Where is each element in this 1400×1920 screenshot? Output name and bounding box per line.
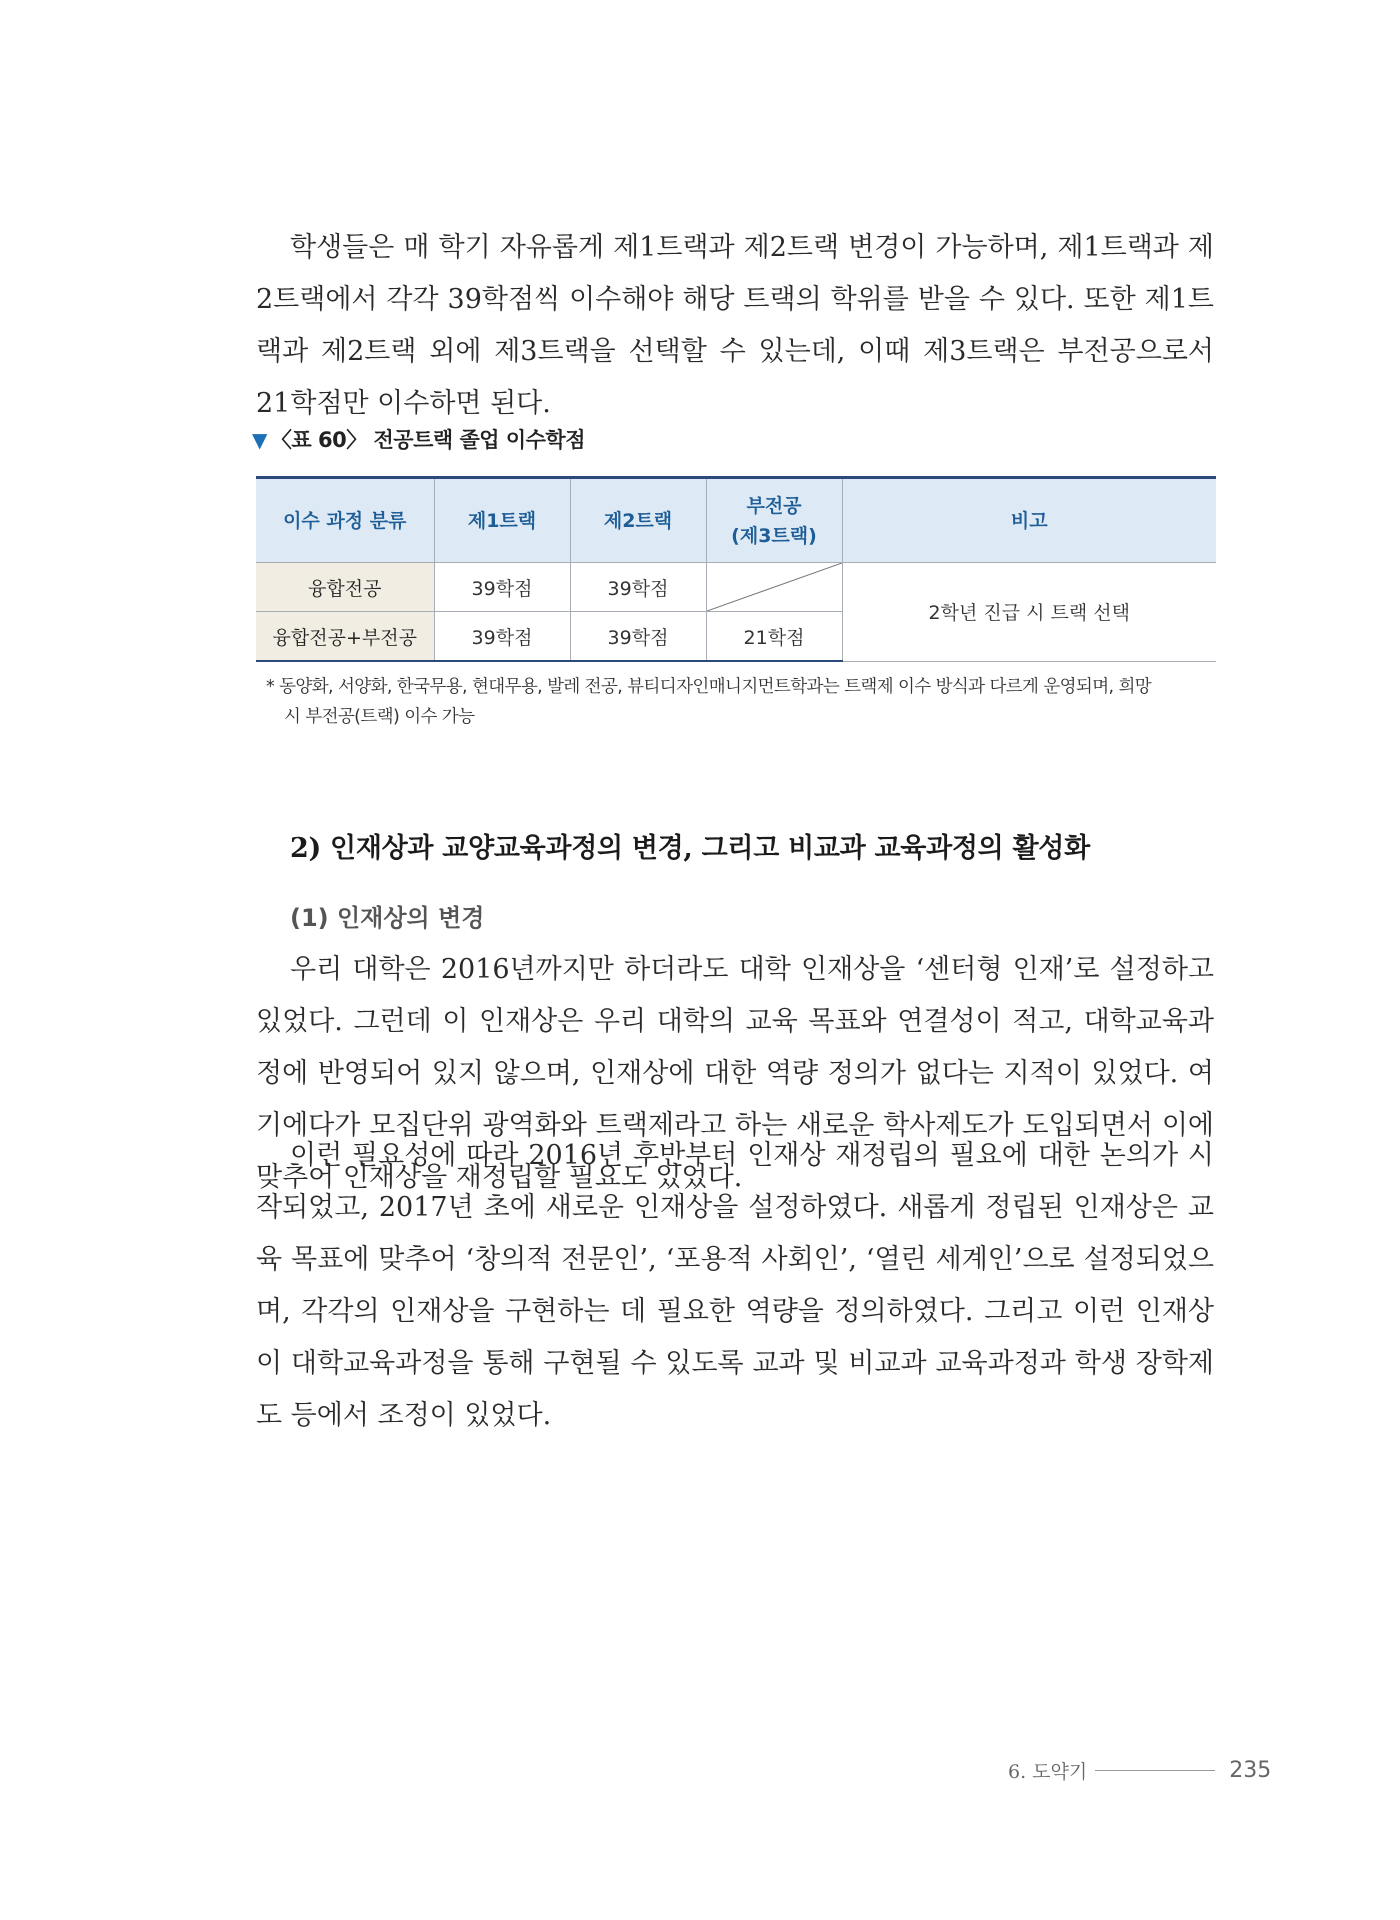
header-category: 이수 과정 분류 xyxy=(256,478,434,563)
footer-section: 6. 도약기 xyxy=(1008,1760,1088,1783)
row-track2: 39학점 xyxy=(570,563,706,612)
header-minor xyxy=(706,478,842,563)
row-track2: 39학점 xyxy=(570,612,706,662)
triangle-down-icon: ▼ xyxy=(252,428,267,452)
body-paragraph-2: 이런 필요성에 따라 2016년 후반부터 인재상 재정립의 필요에 대한 논의가 시작되었고, 2017년 초에 새로운 인재상을 설정하였다. 새롭게 정립된 인재상은 교육 목표에 맞추어 ‘창의적 전문인’, ‘포용적 사회인’, ‘열린 세계인’으로 설정되었으며, 각각의 인재상을 구현하는 데 필요한 역량을 정의하였다. 그리고 이런 인재상이 대학교육과정을 통해 구현될 수 있도록 교과 및 비교과 교육과정과 학생 장학제도 등에서 조정이 있었다. xyxy=(256,1140,1214,1431)
row-track1: 39학점 xyxy=(434,563,570,612)
footnote-line1: * 동양화, 서양화, 한국무용, 현대무용, 발레 전공, 뷰티디자인매니지먼트학과는 트랙제 이수 방식과 다르게 운영되며, 희망 xyxy=(266,677,1152,697)
row-minor: 21학점 xyxy=(706,612,842,662)
diagonal-line xyxy=(707,563,842,611)
table-caption xyxy=(252,424,585,454)
table-caption-text: 〈표 60〉 전공트랙 졸업 이수학점 xyxy=(270,428,586,452)
header-minor-line1: 부전공 xyxy=(746,494,802,517)
subsection-heading: (1) 인재상의 변경 xyxy=(290,904,485,932)
intro-paragraph: 학생들은 매 학기 자유롭게 제1트랙과 제2트랙 변경이 가능하며, 제1트랙과 제2트랙에서 각각 39학점씩 이수해야 해당 트랙의 학위를 받을 수 있다. 또한 제1트랙과 제2트랙 외에 제3트랙을 선택할 수 있는데, 이때 제3트랙은 부전공으로서 21학점만 이수하면 된다. xyxy=(256,232,1214,419)
header-note: 비고 xyxy=(842,478,1216,563)
footer-rule xyxy=(1095,1770,1215,1771)
table-footnote xyxy=(266,672,1216,732)
body-paragraph-1: 우리 대학은 2016년까지만 하더라도 대학 인재상을 ‘센터형 인재’로 설정하고 있었다. 그런데 이 인재상은 우리 대학의 교육 목표와 연결성이 적고, 대학교육과정에 반영되어 있지 않으며, 인재상에 대한 역량 정의가 없다는 지적이 있었다. 여기에다가 모집단위 광역화와 트랙제라고 하는 새로운 학사제도가 도입되면서 이에 맞추어 인재상을 재정립할 필요도 있었다. xyxy=(256,954,1214,1193)
header-track2: 제2트랙 xyxy=(570,478,706,563)
row-track1: 39학점 xyxy=(434,612,570,662)
row-minor-empty-diagonal xyxy=(706,563,842,612)
row-remark: 2학년 진급 시 트랙 선택 xyxy=(842,563,1216,662)
section-heading: 2) 인재상과 교양교육과정의 변경, 그리고 비교과 교육과정의 활성화 xyxy=(290,833,1090,864)
row-category: 융합전공 xyxy=(256,563,434,612)
table-header-row xyxy=(256,478,1216,563)
page-footer xyxy=(1008,1754,1308,1786)
footnote-line2: 시 부전공(트랙) 이수 가능 xyxy=(284,707,475,727)
row-category: 융합전공+부전공 xyxy=(256,612,434,662)
graduation-credits-table xyxy=(256,476,1216,662)
table-row xyxy=(256,563,1216,612)
header-minor-line2: (제3트랙) xyxy=(731,524,817,547)
page-number: 235 xyxy=(1229,1757,1272,1783)
header-track1: 제1트랙 xyxy=(434,478,570,563)
